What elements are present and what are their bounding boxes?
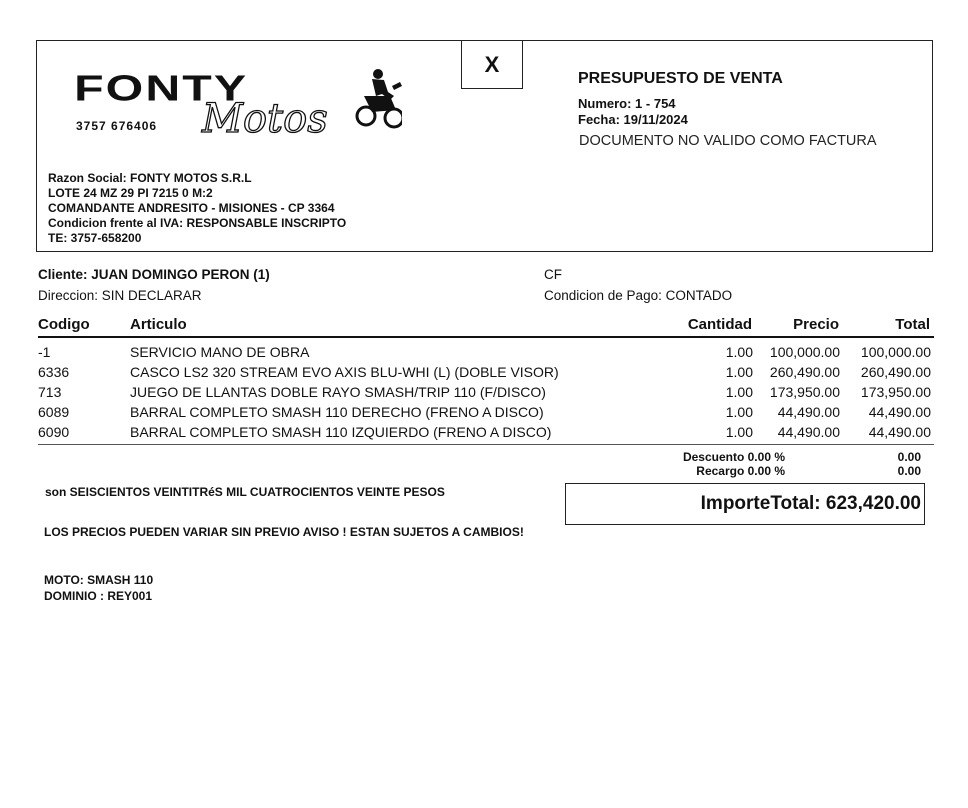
discount-value: 0.00: [897, 450, 921, 464]
row-total: 260,490.00: [860, 364, 931, 380]
importe-total: ImporteTotal: 623,420.00: [700, 493, 921, 514]
row-codigo: 6090: [38, 424, 70, 440]
document-validity-note: DOCUMENTO NO VALIDO COMO FACTURA: [579, 133, 877, 149]
col-header-precio: Precio: [793, 316, 839, 333]
company-razon-social: Razon Social: FONTY MOTOS S.R.L: [48, 171, 252, 185]
motorcycle-rider-icon: [357, 69, 402, 127]
row-articulo: SERVICIO MANO DE OBRA: [130, 344, 310, 360]
col-header-total: Total: [895, 316, 930, 333]
row-total: 100,000.00: [860, 344, 931, 360]
copy-mark: X: [461, 40, 523, 89]
row-total: 44,490.00: [868, 404, 931, 420]
payment-condition: Condicion de Pago: CONTADO: [544, 288, 733, 303]
row-precio: 173,950.00: [769, 384, 840, 400]
row-precio: 260,490.00: [769, 364, 840, 380]
company-location: COMANDANTE ANDRESITO - MISIONES - CP 3364: [48, 201, 335, 215]
company-logo: [72, 66, 402, 140]
company-address: LOTE 24 MZ 29 PI 7215 0 M:2: [48, 186, 213, 200]
row-articulo: CASCO LS2 320 STREAM EVO AXIS BLU-WHI (L) (DOBLE VISOR): [130, 364, 559, 380]
row-precio: 44,490.00: [777, 404, 840, 420]
row-cantidad: 1.00: [725, 424, 753, 440]
row-total: 173,950.00: [860, 384, 931, 400]
table-header-rule: [38, 336, 934, 338]
logo-brand: FONTY: [74, 68, 249, 109]
row-cantidad: 1.00: [725, 384, 753, 400]
row-precio: 44,490.00: [777, 424, 840, 440]
row-cantidad: 1.00: [725, 344, 753, 360]
discount-label: Descuento 0.00 %: [682, 450, 785, 464]
table-row: [0, 344, 968, 364]
row-articulo: BARRAL COMPLETO SMASH 110 DERECHO (FRENO A DISCO): [130, 404, 544, 420]
company-iva: Condicion frente al IVA: RESPONSABLE INSCRIPTO: [48, 216, 347, 230]
col-header-codigo: Codigo: [38, 316, 90, 333]
row-articulo: JUEGO DE LLANTAS DOBLE RAYO SMASH/TRIP 110 (F/DISCO): [130, 384, 546, 400]
fonty-motos-logo: [72, 66, 402, 140]
price-notice: LOS PRECIOS PUEDEN VARIAR SIN PREVIO AVISO ! ESTAN SUJETOS A CAMBIOS!: [44, 525, 524, 539]
surcharge-value: 0.00: [897, 464, 921, 478]
row-codigo: 6336: [38, 364, 70, 380]
table-row: [0, 404, 968, 424]
amount-in-words: son SEISCIENTOS VEINTITRéS MIL CUATROCIENTOS VEINTE PESOS: [45, 485, 445, 499]
table-footer-rule: [38, 444, 934, 445]
row-codigo: 6089: [38, 404, 70, 420]
company-phone: TE: 3757-658200: [48, 231, 142, 245]
vehicle-model: MOTO: SMASH 110: [44, 573, 154, 587]
logo-script: Motos: [202, 96, 328, 140]
row-codigo: -1: [38, 344, 51, 360]
logo-phone: 3757 676406: [76, 119, 158, 133]
table-row: [0, 384, 968, 404]
col-header-cantidad: Cantidad: [687, 316, 752, 333]
row-articulo: BARRAL COMPLETO SMASH 110 IZQUIERDO (FRENO A DISCO): [130, 424, 552, 440]
document-number: Numero: 1 - 754: [578, 96, 676, 111]
row-cantidad: 1.00: [725, 364, 753, 380]
vehicle-plate: DOMINIO : REY001: [44, 589, 153, 603]
surcharge-label: Recargo 0.00 %: [696, 464, 785, 478]
client-tax-type: CF: [544, 267, 562, 282]
document-date: Fecha: 19/11/2024: [578, 112, 688, 127]
client-name: Cliente: JUAN DOMINGO PERON (1): [38, 267, 270, 282]
row-cantidad: 1.00: [725, 404, 753, 420]
table-row: [0, 364, 968, 384]
row-precio: 100,000.00: [769, 344, 840, 360]
row-codigo: 713: [38, 384, 62, 400]
client-address: Direccion: SIN DECLARAR: [38, 288, 202, 303]
col-header-articulo: Articulo: [130, 316, 187, 333]
document-title: PRESUPUESTO DE VENTA: [578, 70, 783, 87]
row-total: 44,490.00: [868, 424, 931, 440]
table-row: [0, 424, 968, 444]
